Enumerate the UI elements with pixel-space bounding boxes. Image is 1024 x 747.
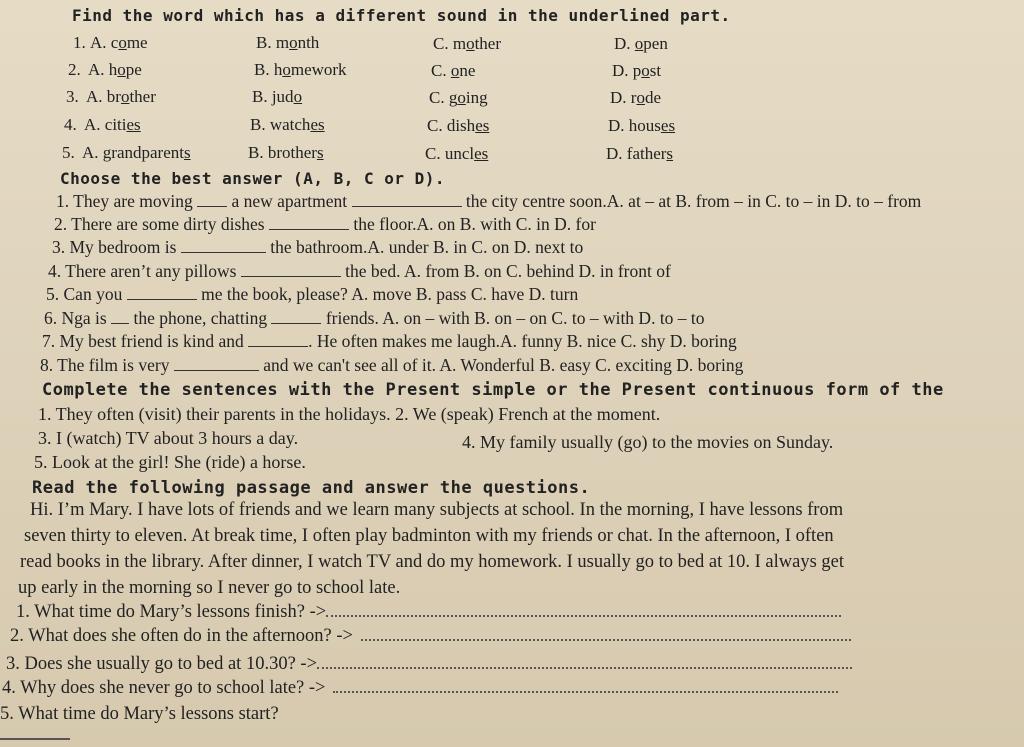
section3-line3: 5. Look at the girl! She (ride) a horse. (34, 452, 306, 472)
s2-item-6: 6. Nga is the phone, chatting friends. A. on – with B. on – on C. to – with D. to – to (44, 308, 705, 328)
s1-row-number: 3. (66, 87, 79, 106)
s2-item-5: 5. Can you me the book, please? A. move B. pass C. have D. turn (46, 284, 579, 304)
passage-line-3: read books in the library. After dinner, I watch TV and do my homework. I usually go to bed at 10. I always get (20, 552, 845, 572)
s1-option-c: C. mother (433, 34, 501, 53)
passage-line-2: seven thirty to eleven. At break time, I often play badminton with my friends or chat. In the afternoon, I often (24, 526, 834, 546)
s1-option-b: B. month (256, 33, 320, 52)
section3-line1: 1. They often (visit) their parents in the holidays. 2. We (speak) French at the moment. (38, 404, 661, 424)
answer-blank (174, 356, 259, 371)
section3-line2b: 4. My family usually (go) to the movies on Sunday. (462, 432, 834, 452)
s1-option-a: A. cities (84, 115, 141, 134)
s1-option-b: B. watches (250, 115, 325, 134)
question-1: 1. What time do Mary’s lessons finish? -> (16, 602, 841, 622)
s1-option-d: D. open (614, 34, 668, 53)
s1-option-a: A. brother (86, 87, 156, 106)
passage-line-1: Hi. I’m Mary. I have lots of friends and we learn many subjects at school. In the morning, I have lessons from (30, 500, 844, 520)
s1-option-c: C. uncles (425, 144, 489, 163)
s1-option-b: B. homework (254, 60, 347, 79)
s1-option-b: B. brothers (248, 143, 324, 162)
answer-blank (269, 215, 349, 230)
s2-item-1: 1. They are moving a new apartment the city centre soon.A. at – at B. from – in C. to – in D. to – from (56, 191, 922, 211)
s2-item-3: 3. My bedroom is the bathroom.A. under B. in C. on D. next to (52, 237, 584, 257)
s1-option-a: A. hope (88, 60, 142, 79)
s1-option-d: D. fathers (606, 144, 674, 163)
s1-option-c: C. dishes (427, 116, 490, 135)
s2-item-2: 2. There are some dirty dishes the floor.A. on B. with C. in D. for (54, 214, 596, 234)
s2-item-7: 7. My best friend is kind and . He often makes me laugh.A. funny B. nice C. shy D. boring (42, 331, 737, 351)
s1-row-number: 1. (73, 33, 86, 52)
answer-blank (241, 262, 341, 277)
question-3: 3. Does she usually go to bed at 10.30? -> (6, 654, 852, 674)
answer-blank (271, 309, 321, 324)
answer-blank (111, 309, 129, 324)
section3-line2a: 3. I (watch) TV about 3 hours a day. (38, 428, 299, 448)
s1-row-number: 5. (62, 143, 75, 162)
question-4: 4. Why does she never go to school late? -> (2, 678, 838, 698)
answer-blank (127, 285, 197, 300)
s1-option-a: A. come (90, 33, 148, 52)
s1-option-b: B. judo (252, 87, 303, 106)
s1-row-number: 2. (68, 60, 81, 79)
section1-title: Find the word which has a different sound in the underlined part. (72, 6, 731, 25)
section4-title: Read the following passage and answer the questions. (32, 478, 591, 498)
s1-option-d: D. houses (608, 116, 676, 135)
answer-blank (352, 192, 462, 207)
passage-line-4: up early in the morning so I never go to school late. (18, 578, 401, 598)
s1-option-c: C. going (429, 88, 488, 107)
s1-row-number: 4. (64, 115, 77, 134)
s1-option-d: D. post (612, 61, 662, 80)
answer-blank (197, 192, 227, 207)
s1-option-d: D. rode (610, 88, 661, 107)
question-5: 5. What time do Mary’s lessons start? (0, 704, 279, 724)
question-2: 2. What does she often do in the afternoon? -> (10, 626, 851, 646)
s2-item-4: 4. There aren’t any pillows the bed. A. from B. on C. behind D. in front of (48, 261, 671, 281)
answer-blank (181, 238, 266, 253)
s1-option-a: A. grandparents (82, 143, 191, 162)
section2-title: Choose the best answer (A, B, C or D). (60, 169, 446, 188)
answer-blank (248, 332, 308, 347)
s2-item-8: 8. The film is very and we can't see all of it. A. Wonderful B. easy C. exciting D. boring (40, 355, 744, 375)
section3-title: Complete the sentences with the Present simple or the Present continuous form of the (42, 380, 944, 400)
bottom-rule (0, 738, 70, 740)
s1-option-c: C. one (431, 61, 476, 80)
